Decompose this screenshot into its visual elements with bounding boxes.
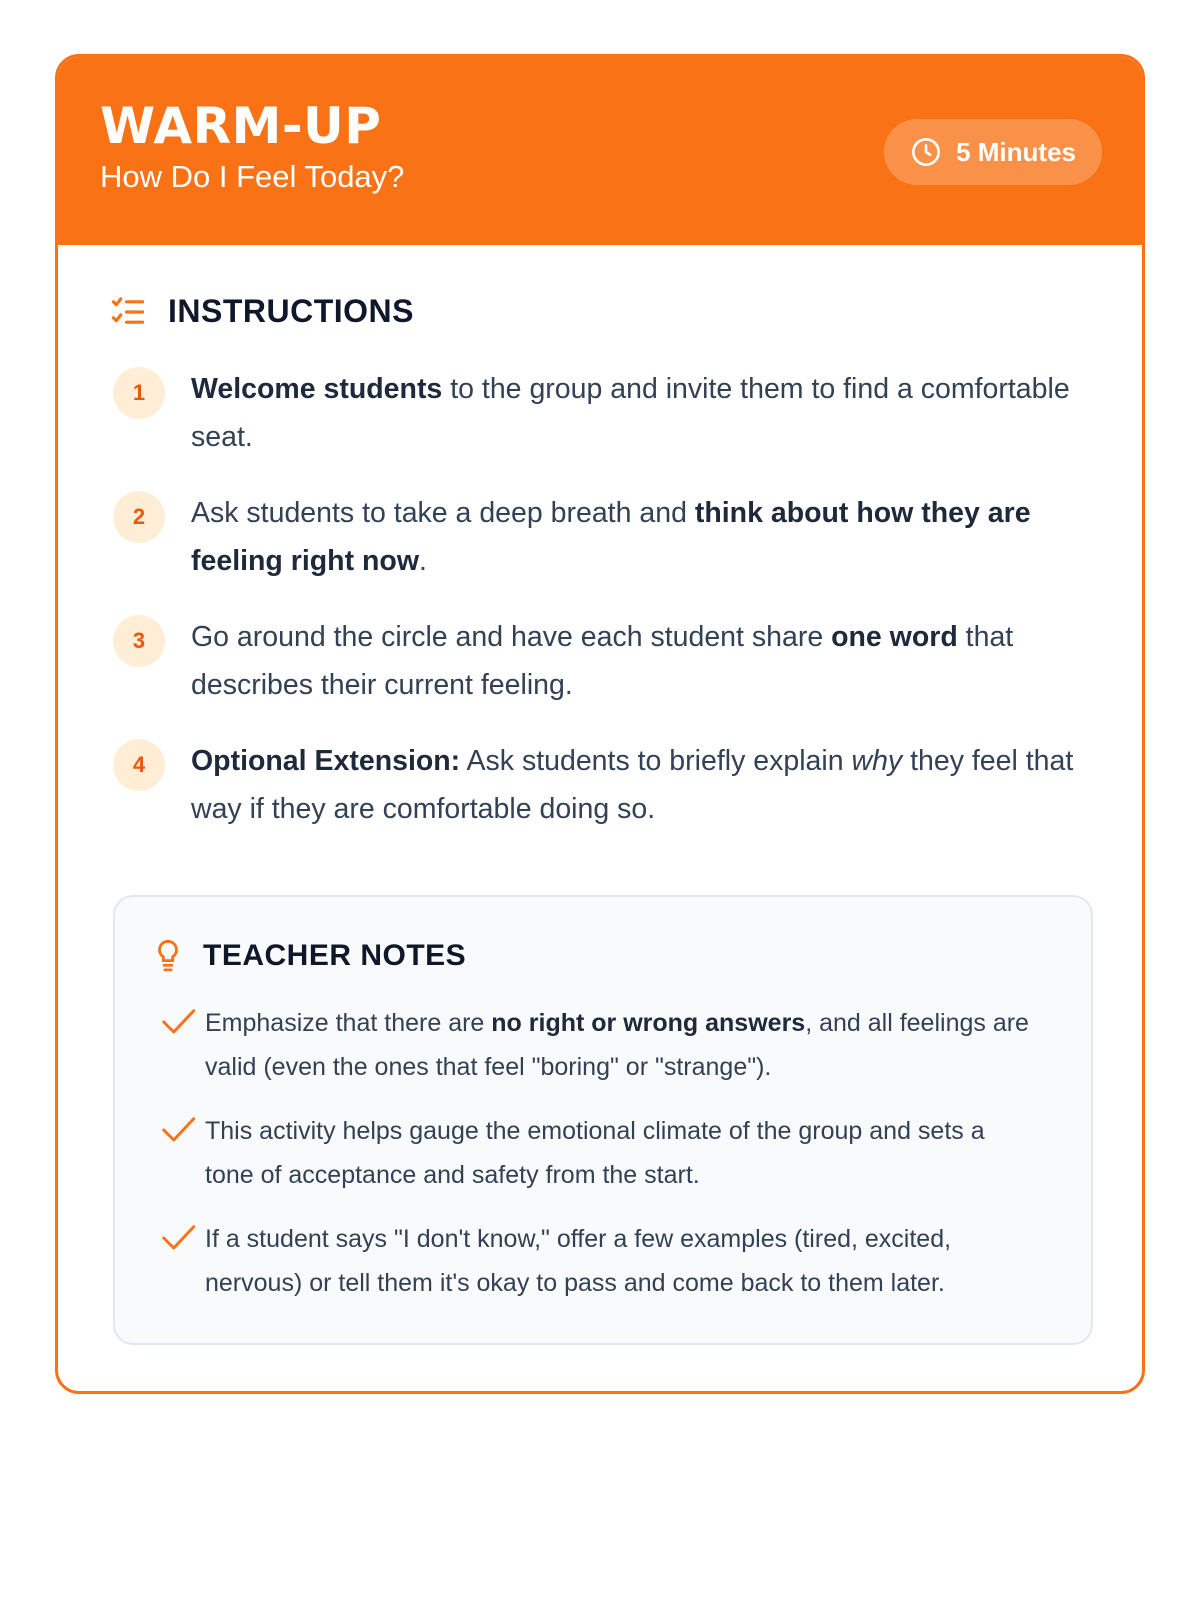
duration-label: 5 Minutes <box>956 136 1076 167</box>
check-icon <box>155 1115 205 1145</box>
note-text: Emphasize that there are no right or wrong answers, and all feelings are valid (even the ones that feel "boring" or "strange"). <box>205 1009 1029 1081</box>
step-text: Go around the circle and have each student share one word that describes their current feeling. <box>191 621 1014 701</box>
lightbulb-icon <box>155 939 181 973</box>
instruction-steps <box>113 367 1093 863</box>
check-icon <box>155 1223 205 1253</box>
step-item <box>113 367 1093 461</box>
duration-badge <box>884 119 1102 185</box>
step-item <box>113 739 1093 833</box>
step-item <box>113 615 1093 709</box>
clock-icon <box>910 136 942 168</box>
note-text: This activity helps gauge the emotional climate of the group and sets a tone of acceptance and safety from the start. <box>205 1117 985 1189</box>
step-text: Welcome students to the group and invite them to find a comfortable seat. <box>191 373 1070 453</box>
note-item <box>155 1217 1035 1305</box>
step-text: Ask students to take a deep breath and think about how they are feeling right now. <box>191 497 1031 577</box>
check-icon <box>155 1007 205 1037</box>
note-text: If a student says "I don't know," offer a few examples (tired, excited, nervous) or tell them it's okay to pass and come back to them later. <box>205 1225 952 1297</box>
step-item <box>113 491 1093 585</box>
instructions-heading <box>110 293 414 330</box>
step-number: 2 <box>113 491 165 543</box>
step-number: 4 <box>113 739 165 791</box>
notes-heading-text: TEACHER NOTES <box>203 939 467 972</box>
note-item <box>155 1001 1035 1089</box>
card-title: WARM-UP <box>100 97 382 155</box>
step-number: 1 <box>113 367 165 419</box>
card-subtitle: How Do I Feel Today? <box>100 159 405 194</box>
note-item <box>155 1109 1035 1197</box>
checklist-icon <box>110 296 146 328</box>
teacher-notes-box <box>113 895 1093 1345</box>
notes-heading <box>155 939 466 973</box>
card-header <box>58 57 1142 245</box>
step-text: Optional Extension: Ask students to briefly explain why they feel that way if they are comfortable doing so. <box>191 745 1074 825</box>
step-number: 3 <box>113 615 165 667</box>
instructions-heading-text: INSTRUCTIONS <box>168 293 414 329</box>
warm-up-card <box>55 54 1145 1394</box>
